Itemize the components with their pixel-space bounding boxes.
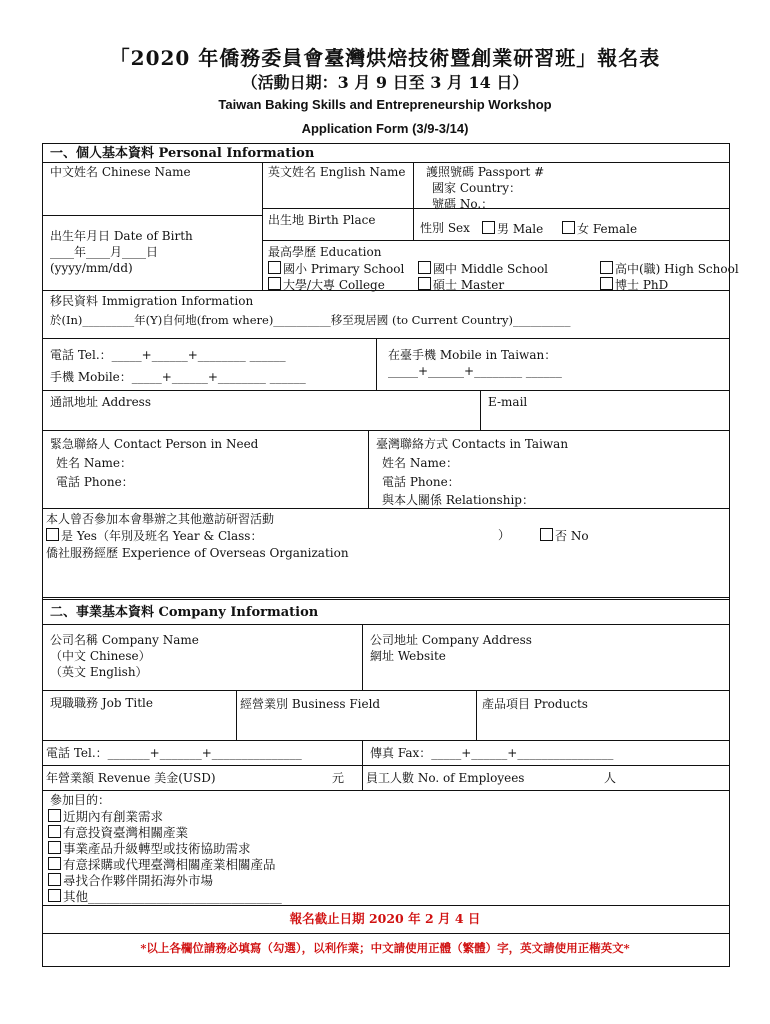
- checkbox-icon[interactable]: [48, 825, 61, 838]
- divider: [476, 690, 477, 740]
- event-dates: （活動日期：3 月 9 日至 3 月 14 日）: [241, 73, 529, 92]
- form-title: 「2020 年僑務委員會臺灣烘焙技術暨創業研習班」報名表: [109, 46, 661, 70]
- relationship-field[interactable]: 與本人關係 Relationship：: [382, 493, 534, 507]
- edu-high-option[interactable]: [600, 261, 739, 277]
- divider: [42, 933, 730, 934]
- sex-male-option[interactable]: [482, 221, 543, 237]
- edu-middle-label: 國中 Middle School: [433, 262, 549, 276]
- revenue-unit: 元: [332, 771, 345, 785]
- divider: [42, 740, 730, 741]
- dob-label: 出生年月日 Date of Birth: [50, 229, 193, 243]
- divider: [262, 208, 730, 209]
- email-field[interactable]: E-mail: [488, 395, 528, 409]
- edu-primary-option[interactable]: [268, 261, 404, 277]
- emergency-phone-field[interactable]: 電話 Phone：: [56, 475, 134, 489]
- company-tel-field[interactable]: 電話 Tel.：_______+_______+_______________: [46, 746, 302, 760]
- checkbox-icon[interactable]: [268, 277, 281, 290]
- purpose-option[interactable]: [48, 825, 188, 840]
- sex-female-label: 女 Female: [577, 222, 638, 236]
- divider: [42, 390, 730, 391]
- previous-close-paren: ）: [498, 528, 511, 542]
- divider: [42, 905, 730, 906]
- job-title-field[interactable]: 現職職務 Job Title: [50, 696, 153, 710]
- divider: [42, 624, 730, 625]
- purpose-option-label: 近期內有創業需求: [63, 809, 164, 824]
- previous-no-label: 否 No: [555, 529, 589, 543]
- divider: [42, 215, 262, 216]
- checkbox-icon[interactable]: [48, 873, 61, 886]
- divider: [42, 430, 730, 431]
- business-field[interactable]: 經營業別 Business Field: [240, 697, 381, 711]
- address-field[interactable]: 通訊地址 Address: [50, 395, 151, 409]
- checkbox-icon[interactable]: [600, 261, 613, 274]
- previous-participation-question: 本人曾否參加本會舉辦之其他邀訪研習活動: [46, 512, 275, 526]
- checkbox-icon[interactable]: [48, 857, 61, 870]
- edu-master-option[interactable]: [418, 277, 504, 293]
- purpose-option-label: 有意投資臺灣相關產業: [63, 825, 189, 840]
- purpose-option[interactable]: [48, 857, 276, 872]
- previous-yes-option[interactable]: [46, 528, 262, 544]
- english-name-field[interactable]: 英文姓名 English Name: [268, 165, 406, 179]
- divider: [42, 765, 730, 766]
- divider: [42, 790, 730, 791]
- employees-field[interactable]: 員工人數 No. of Employees: [366, 771, 525, 785]
- purpose-option[interactable]: [48, 809, 163, 824]
- edu-college-option[interactable]: [268, 277, 385, 293]
- checkbox-icon[interactable]: [562, 221, 575, 234]
- purpose-option[interactable]: [48, 889, 282, 904]
- purpose-option-label: 尋找合作夥伴開拓海外市場: [63, 873, 214, 888]
- section-company-title: 二、事業基本資料 Company Information: [50, 605, 319, 620]
- checkbox-icon[interactable]: [48, 889, 61, 902]
- revenue-field[interactable]: 年營業額 Revenue 美金(USD): [46, 771, 216, 785]
- divider: [42, 162, 730, 163]
- purpose-option-label: 事業產品升級轉型或技術協助需求: [63, 841, 251, 856]
- checkbox-icon[interactable]: [418, 261, 431, 274]
- birth-place-field[interactable]: 出生地 Birth Place: [268, 213, 376, 227]
- divider: [413, 162, 414, 240]
- company-name-label: 公司名稱 Company Name: [50, 633, 199, 647]
- employees-unit: 人: [604, 771, 617, 785]
- company-fax-field[interactable]: 傳真 Fax：_____+______+________________: [370, 746, 614, 760]
- checkbox-icon[interactable]: [540, 528, 553, 541]
- sex-male-label: 男 Male: [497, 222, 544, 236]
- edu-college-label: 大學/大專 College: [283, 278, 385, 292]
- emergency-name-field[interactable]: 姓名 Name：: [56, 456, 132, 470]
- mobile-taiwan-label: 在臺手機 Mobile in Taiwan：: [388, 348, 557, 362]
- passport-number-field[interactable]: 號碼 No.：: [432, 197, 494, 211]
- sex-female-option[interactable]: [562, 221, 637, 237]
- edu-phd-option[interactable]: [600, 277, 668, 293]
- mobile-taiwan-field[interactable]: _____+______+________ ______: [388, 364, 562, 378]
- title-english: Taiwan Baking Skills and Entrepreneurship Workshop: [218, 97, 552, 112]
- immigration-label: 移民資料 Immigration Information: [50, 294, 254, 308]
- checkbox-icon[interactable]: [418, 277, 431, 290]
- checkbox-icon[interactable]: [48, 841, 61, 854]
- dob-field[interactable]: ____年____月____日: [50, 245, 159, 259]
- divider: [236, 690, 237, 740]
- company-name-chinese-field[interactable]: （中文 Chinese）: [50, 649, 151, 663]
- edu-primary-label: 國小 Primary School: [283, 262, 405, 276]
- checkbox-icon[interactable]: [482, 221, 495, 234]
- divider: [262, 240, 730, 241]
- dob-format: (yyyy/mm/dd): [50, 261, 133, 275]
- company-name-english-field[interactable]: （英文 English）: [50, 665, 148, 679]
- mobile-field[interactable]: 手機 Mobile：_____+______+________ ______: [50, 370, 306, 384]
- edu-phd-label: 博士 PhD: [615, 278, 669, 292]
- form-subtitle: Application Form (3/9-3/14): [301, 121, 469, 136]
- divider: [368, 430, 369, 508]
- overseas-experience-field[interactable]: 僑社服務經歷 Experience of Overseas Organization: [46, 546, 349, 560]
- taiwan-phone-field[interactable]: 電話 Phone：: [382, 475, 460, 489]
- divider: [42, 690, 730, 691]
- previous-no-option[interactable]: [540, 528, 589, 544]
- edu-middle-option[interactable]: [418, 261, 548, 277]
- purpose-option-label: 其他_______________________________: [63, 889, 282, 904]
- taiwan-name-field[interactable]: 姓名 Name：: [382, 456, 458, 470]
- divider: [480, 390, 481, 430]
- divider: [362, 624, 363, 690]
- edu-high-label: 高中(職) High School: [615, 262, 739, 276]
- education-label: 最高學歷 Education: [268, 245, 382, 259]
- edu-master-label: 碩士 Master: [433, 278, 505, 292]
- passport-label: 護照號碼 Passport #: [426, 165, 545, 179]
- products-field[interactable]: 產品項目 Products: [482, 697, 588, 711]
- checkbox-icon[interactable]: [48, 809, 61, 822]
- chinese-name-field[interactable]: 中文姓名 Chinese Name: [50, 165, 191, 179]
- purpose-label: 參加目的：: [50, 793, 111, 807]
- previous-yes-label: 是 Yes（年別及班名 Year & Class：: [61, 529, 263, 543]
- purpose-option[interactable]: [48, 841, 251, 856]
- divider: [42, 508, 730, 509]
- company-address-field[interactable]: 公司地址 Company Address: [370, 633, 532, 647]
- divider: [42, 338, 730, 339]
- divider: [376, 338, 377, 390]
- sex-label: 性別 Sex: [420, 221, 470, 235]
- emergency-contact-label: 緊急聯絡人 Contact Person in Need: [50, 437, 259, 451]
- taiwan-contact-label: 臺灣聯絡方式 Contacts in Taiwan: [376, 437, 569, 451]
- tel-field[interactable]: 電話 Tel.：_____+______+________ ______: [50, 348, 286, 362]
- website-field[interactable]: 網址 Website: [370, 649, 446, 663]
- purpose-option[interactable]: [48, 873, 213, 888]
- checkbox-icon[interactable]: [46, 528, 59, 541]
- divider: [262, 162, 263, 290]
- checkbox-icon[interactable]: [600, 277, 613, 290]
- deadline: 報名截止日期 2020 年 2 月 4 日: [289, 911, 481, 926]
- immigration-field[interactable]: 於(In)_________年(Y)自何地(from where)__________移至現居國 (to Current Country)__________: [50, 313, 571, 327]
- purpose-option-label: 有意採購或代理臺灣相關產業相關產品: [63, 857, 276, 872]
- passport-country-field[interactable]: 國家 Country：: [432, 181, 522, 195]
- checkbox-icon[interactable]: [268, 261, 281, 274]
- section-personal-title: 一、個人基本資料 Personal Information: [50, 146, 315, 161]
- footer-note: *以上各欄位請務必填寫（勾選），以利作業；中文請使用正體（繁體）字，英文請使用正楷英文*: [140, 941, 630, 955]
